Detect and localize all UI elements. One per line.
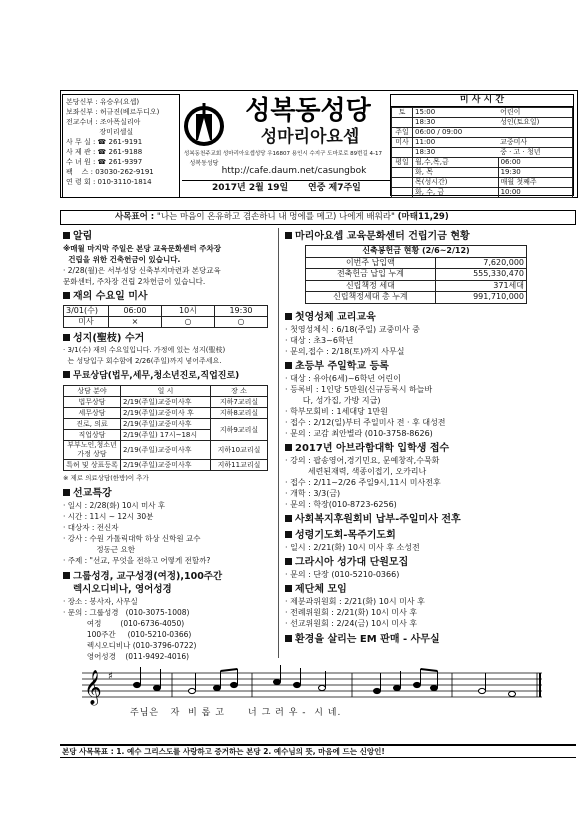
mass-title: 미 사 시 간 bbox=[391, 95, 573, 107]
consult-place: 지하8교리실 bbox=[211, 408, 268, 419]
mass-group: 미사 bbox=[392, 138, 413, 148]
notice-line: ※매월 마지막 주일은 본당 교육문화센터 주차장 bbox=[63, 244, 222, 253]
bullet-icon bbox=[63, 232, 70, 239]
notice-line: 건립을 위한 건축헌금이 있습니다. bbox=[63, 255, 181, 264]
table-row bbox=[64, 419, 268, 430]
mass-time: 월,수,목,금 bbox=[413, 158, 499, 168]
bible-line: 영어성경 (011-9492-4016) bbox=[63, 652, 190, 661]
mission-section bbox=[63, 487, 273, 500]
prayer-section bbox=[285, 529, 575, 542]
consult-time: 2/19(주일)교중미사후 bbox=[121, 397, 211, 408]
univ-line: · 개학 : 3/3(금) bbox=[285, 488, 341, 498]
fund-value: 555,330,470 bbox=[435, 269, 526, 281]
section-title: 초등부 주일학교 등록 bbox=[295, 360, 389, 372]
table-row bbox=[392, 188, 573, 198]
consult-time: 2/19(주일)교중미사후 bbox=[121, 441, 211, 460]
mass-group bbox=[392, 188, 413, 198]
meet-section bbox=[285, 583, 575, 596]
mass-desc bbox=[498, 128, 572, 138]
verse-text: "나는 마음이 온유하고 겸손하니 내 멍에를 메고) 나에게 배워라" bbox=[156, 212, 395, 222]
contact-line: 사 무 실 : ☎ 261-9191 bbox=[66, 138, 143, 146]
mass-time: 11:00 bbox=[413, 138, 499, 148]
verse-label: 사목표어 : bbox=[115, 212, 155, 222]
mass-time: 18:30 bbox=[413, 118, 499, 128]
wed-time: 19:30 bbox=[215, 306, 268, 317]
verse-ref: (마태11,29) bbox=[397, 212, 449, 222]
mission-line: · 시간 : 11시 ~ 12시 30분 bbox=[63, 512, 154, 521]
prayer-line: · 일시 : 2/21(화) 10시 미사 후 소성전 bbox=[285, 542, 420, 552]
section-title: 성지(聖枝) 수거 bbox=[73, 333, 145, 344]
table-row bbox=[306, 257, 527, 269]
comm-line: · 첫영성체식 : 6/18(주일) 교중미사 중 bbox=[285, 324, 420, 334]
consult-time: 2/19(주일)교중미사후 bbox=[121, 460, 211, 471]
fund-label: 신립책정 세대 bbox=[306, 280, 436, 292]
bible-line: · 장소 : 봉사자, 사무실 bbox=[63, 597, 138, 606]
table-row bbox=[392, 128, 573, 138]
consult-time: 2/19(주일) 17시~18시 bbox=[121, 430, 211, 441]
consult-field: 진로, 의료 bbox=[64, 419, 121, 430]
cafe-url[interactable]: http://cafe.daum.net/casungbok bbox=[221, 166, 367, 176]
mass-group bbox=[392, 178, 413, 188]
footer-text: 본당 사목목표 : 1. 예수 그리스도를 사랑하고 증거하는 본당 2. 예수님의 뜻, 마음에 드는 신앙인! bbox=[62, 747, 385, 756]
section-title: 알림 bbox=[73, 231, 93, 242]
mass-desc: 성인(토요일) bbox=[498, 118, 572, 128]
music-staff bbox=[82, 665, 542, 725]
fund-section bbox=[285, 230, 575, 243]
mass-time: 화, 목 bbox=[413, 168, 499, 178]
bullet-icon bbox=[285, 635, 292, 642]
mass-desc: 어린이 bbox=[498, 108, 572, 118]
section-title: 제단체 모임 bbox=[295, 583, 347, 595]
bullet-icon bbox=[285, 444, 292, 451]
bible-section bbox=[63, 570, 273, 583]
mass-group: 토 bbox=[392, 108, 413, 118]
fund-table bbox=[305, 245, 527, 304]
table-row bbox=[64, 460, 268, 471]
mission-line: · 일시 : 2/28(화) 10시 미사 후 bbox=[63, 501, 166, 510]
fund-value: 371세대 bbox=[435, 280, 526, 292]
fund-value: 991,710,000 bbox=[435, 292, 526, 304]
mass-time: 06:00 / 09:00 bbox=[413, 128, 499, 138]
bullet-icon bbox=[285, 585, 292, 592]
table-row bbox=[392, 108, 573, 118]
wed-time: 10시 bbox=[162, 306, 215, 317]
consult-place: 지하11교리실 bbox=[211, 460, 268, 471]
notice-section bbox=[63, 230, 273, 243]
mass-time: 18:30 bbox=[413, 148, 499, 158]
consult-time: 2/19(주일)교중미사후 bbox=[121, 419, 211, 430]
meet-line: · 전례위원회 : 2/21(화) 10시 미사 후 bbox=[285, 607, 418, 617]
fund-label: 전축헌금 납입 누계 bbox=[306, 269, 436, 281]
column-divider bbox=[278, 228, 279, 658]
section-title: 환경을 살리는 EM 판매 - 사무실 bbox=[295, 633, 440, 645]
mass-times bbox=[390, 94, 574, 196]
em-section bbox=[285, 633, 575, 646]
address-line: 성복동천주교회 성마리아요셉성당 우16807 용인시 수지구 도마로로 89번길 4-17 bbox=[184, 151, 382, 157]
table-row bbox=[392, 168, 573, 178]
consult-place: 지하7교리실 bbox=[211, 397, 268, 408]
consult-section bbox=[63, 370, 273, 383]
bible-line: 100주간 (010-5210-0366) bbox=[63, 630, 192, 639]
section-title: 그룹성경, 교구성경(여정),100주간 bbox=[73, 571, 223, 582]
bible-line: 여정 (010-6736-4050) bbox=[63, 619, 185, 628]
consult-place: 지하9교리실 bbox=[211, 419, 268, 441]
consult-field: 법무상담 bbox=[64, 397, 121, 408]
section-title: 사회복지후원회비 납부-주일미사 전후 bbox=[295, 513, 461, 525]
contact-line: 수 녀 원 : ☎ 261-9397 bbox=[66, 158, 143, 166]
section-title: 재의 수요일 미사 bbox=[73, 291, 148, 302]
table-row bbox=[64, 441, 268, 460]
consult-time: 2/19(주일)교중미사 후 bbox=[121, 408, 211, 419]
welfare-section bbox=[285, 513, 575, 526]
church-logo bbox=[183, 98, 225, 167]
bullet-icon bbox=[63, 334, 70, 341]
wed-time: 06:00 bbox=[109, 306, 162, 317]
school-line: · 등록비 : 1인당 5만원(신규등록시 하늘바 bbox=[285, 384, 433, 394]
comm-section bbox=[285, 311, 575, 324]
table-row bbox=[306, 269, 527, 281]
school-line: · 접수 : 2/12(일)부터 주일미사 전 · 후 대성전 bbox=[285, 417, 446, 427]
bullet-icon bbox=[285, 531, 292, 538]
bible-line: · 문의 : 그룹성경 (010-3075-1008) bbox=[63, 608, 190, 617]
notice-line: · 2/28(월)은 서부성당 신축부지마련과 본당교육 bbox=[63, 266, 221, 275]
school-line: 다, 성가집, 가방 지급) bbox=[285, 395, 381, 405]
bullet-icon bbox=[63, 371, 70, 378]
wed-mark: ○ bbox=[215, 317, 268, 328]
table-row bbox=[392, 158, 573, 168]
mass-group bbox=[392, 148, 413, 158]
mass-desc: 중 · 고 · 청년 bbox=[498, 148, 572, 158]
column-header: 일 시 bbox=[121, 386, 211, 397]
bullet-icon bbox=[285, 362, 292, 369]
mass-group: 평일 bbox=[392, 158, 413, 168]
bullet-icon bbox=[63, 572, 70, 579]
bullet-icon bbox=[63, 292, 70, 299]
liturgical-week: 연중 제7주일 bbox=[308, 183, 361, 193]
wed-mark: × bbox=[109, 317, 162, 328]
consult-place: 지하10교리실 bbox=[211, 441, 268, 460]
left-column bbox=[63, 230, 273, 662]
wed-date: 3/01(수) bbox=[64, 306, 109, 317]
table-row bbox=[64, 397, 268, 408]
bullet-icon bbox=[63, 489, 70, 496]
fund-label: 이번주 납입액 bbox=[306, 257, 436, 269]
table-row bbox=[306, 280, 527, 292]
svg-text:𝄞: 𝄞 bbox=[84, 670, 102, 705]
consult-field: 부부노인,청소년 가정 상담 bbox=[64, 441, 121, 460]
footer-bar bbox=[60, 744, 576, 758]
column-header: 장 소 bbox=[211, 386, 268, 397]
univ-line: · 접수 : 2/11~2/26 주일9시,11시 미사전후 bbox=[285, 477, 441, 487]
mass-group: 주일 bbox=[392, 128, 413, 138]
consult-field: 세무상담 bbox=[64, 408, 121, 419]
fund-value: 7,620,000 bbox=[435, 257, 526, 269]
mass-desc: 10:00 bbox=[498, 188, 572, 198]
wed-table bbox=[63, 305, 268, 328]
bullet-icon bbox=[285, 313, 292, 320]
bible-section-2: 렉시오디비나, 영어성경 bbox=[73, 584, 172, 595]
section-title: 선교특강 bbox=[73, 488, 112, 499]
column-header: 상담 분야 bbox=[64, 386, 121, 397]
contact-line: 전교수녀 : 조아폭실리아 bbox=[66, 118, 141, 126]
table-row bbox=[392, 178, 573, 188]
school-line: · 대상 : 유아(6세)~6학년 어린이 bbox=[285, 373, 401, 383]
wed-row-label: 미사 bbox=[64, 317, 109, 328]
consult-field: 직업상담 bbox=[64, 430, 121, 441]
section-title: 마리아요셉 교육문화센터 건립기금 현황 bbox=[295, 231, 470, 242]
contact-line: 보좌신부 : 허규진(베르두디오) bbox=[66, 108, 160, 116]
bullet-icon bbox=[285, 558, 292, 565]
mass-time: 목(성시간) bbox=[413, 178, 499, 188]
section-title: 그라시아 성가대 단원모집 bbox=[295, 556, 409, 568]
notice-line: 문화센터, 주차장 건립 2차헌금이 있습니다. bbox=[63, 277, 206, 286]
mass-time: 15:00 bbox=[413, 108, 499, 118]
bullet-icon bbox=[285, 515, 292, 522]
table-row bbox=[392, 138, 573, 148]
palm-line: 는 성당입구 회수함에 2/26(주일)까지 넣어주세요. bbox=[63, 357, 222, 365]
mass-group bbox=[392, 118, 413, 128]
meet-line: · 제분과위원회 : 2/21(화) 10시 미사 후 bbox=[285, 596, 425, 606]
svg-text:♯: ♯ bbox=[108, 671, 113, 682]
contact-box bbox=[62, 94, 180, 198]
table-row bbox=[64, 317, 268, 328]
univ-line: 세련된재력, 색종이접기, 오카리나 bbox=[285, 466, 427, 476]
consult-note: ※ 제로 의료상담(한방)이 추가 bbox=[63, 474, 149, 482]
table-row bbox=[306, 292, 527, 304]
mass-group bbox=[392, 168, 413, 178]
bullet-icon bbox=[285, 232, 292, 239]
mass-desc: 교중미사 bbox=[498, 138, 572, 148]
univ-line: · 강의 : 팝송영어,경기민요, 문예창작,수묵화 bbox=[285, 455, 440, 465]
section-title: 2017년 아브라함대학 입학생 접수 bbox=[295, 442, 450, 454]
mass-time: 화, 수, 금 bbox=[413, 188, 499, 198]
mass-table bbox=[391, 107, 573, 198]
fund-table-title: 신축봉헌금 현황 (2/6~2/12) bbox=[306, 246, 527, 258]
choir-line: · 문의 : 단장 (010-5210-0366) bbox=[285, 569, 400, 579]
mass-desc: 19:30 bbox=[498, 168, 572, 178]
patron-name: 성마리아요셉 bbox=[260, 127, 360, 147]
contact-line: 장미리셀실 bbox=[66, 128, 134, 136]
comm-line: · 문의,접수 : 2/18(토)까지 사무실 bbox=[285, 346, 405, 356]
section-title: 무료상담(법무,세무,청소년진로,직업진로) bbox=[73, 371, 240, 381]
meet-line: · 선교위원회 : 2/24(금) 10시 미사 후 bbox=[285, 618, 418, 628]
school-line: · 학부모회비 : 1세대당 1만원 bbox=[285, 406, 388, 416]
choir-section bbox=[285, 556, 575, 569]
univ-line: · 문의 : 학장(010-8723-6256) bbox=[285, 499, 397, 509]
mass-desc: 매월 첫째주 bbox=[498, 178, 572, 188]
mission-line: 정동근 요한 bbox=[63, 545, 135, 554]
mission-line: · 강사 : 수원 가톨릭대학 하상 신학원 교수 bbox=[63, 534, 201, 543]
mass-desc: 06:00 bbox=[498, 158, 572, 168]
wed-mark: ○ bbox=[162, 317, 215, 328]
section-title: 성령기도회-목주기도회 bbox=[295, 529, 396, 541]
bible-line: 렉시오디비나 (010-3796-0722) bbox=[63, 641, 197, 650]
section-title: 첫영성체 교리교육 bbox=[295, 311, 376, 323]
table-row bbox=[64, 386, 268, 397]
palm-line: · 3/1(수) 재의 수요일입니다. 가정에 있는 성지(聖枝) bbox=[63, 346, 226, 354]
table-row bbox=[392, 118, 573, 128]
consult-field: 특허 및 상표등록 bbox=[64, 460, 121, 471]
school-section bbox=[285, 360, 575, 373]
comm-line: · 대상 : 초3~6학년 bbox=[285, 335, 354, 345]
mission-line: · 주제 : "선교, 무엇을 전하고 어떻게 전할까? bbox=[63, 556, 211, 565]
palm-section bbox=[63, 332, 273, 345]
song-lyrics: 주님은 자 비 롭 고 너 그 러 우 - 시 네. bbox=[130, 708, 342, 718]
table-row bbox=[306, 246, 527, 258]
contact-line: 팩 스 : 03030-262-9191 bbox=[66, 168, 154, 176]
school-line: · 문의 : 교감 최안별라 (010-3758-8626) bbox=[285, 428, 433, 438]
table-row bbox=[64, 306, 268, 317]
table-row bbox=[392, 148, 573, 158]
right-column bbox=[285, 230, 575, 646]
consult-table bbox=[63, 385, 268, 471]
logo-text: 성복동성당 bbox=[189, 160, 219, 167]
contact-line: 연 령 회 : 010-3110-1814 bbox=[66, 178, 152, 186]
staff-svg bbox=[82, 665, 542, 709]
issue-date: 2017년 2월 19일 bbox=[212, 183, 289, 193]
contact-line: 사 제 관 : ☎ 261-9188 bbox=[66, 148, 143, 156]
contact-line: 본당신부 : 유승우(요셉) bbox=[66, 98, 140, 106]
verse-bar bbox=[60, 210, 576, 225]
mission-line: · 대상자 : 전신자 bbox=[63, 523, 119, 532]
table-row bbox=[64, 408, 268, 419]
wed-section bbox=[63, 290, 273, 303]
fund-label: 신립책정세대 총 누계 bbox=[306, 292, 436, 304]
church-name: 성복동성당 bbox=[245, 96, 371, 126]
univ-section bbox=[285, 442, 575, 455]
